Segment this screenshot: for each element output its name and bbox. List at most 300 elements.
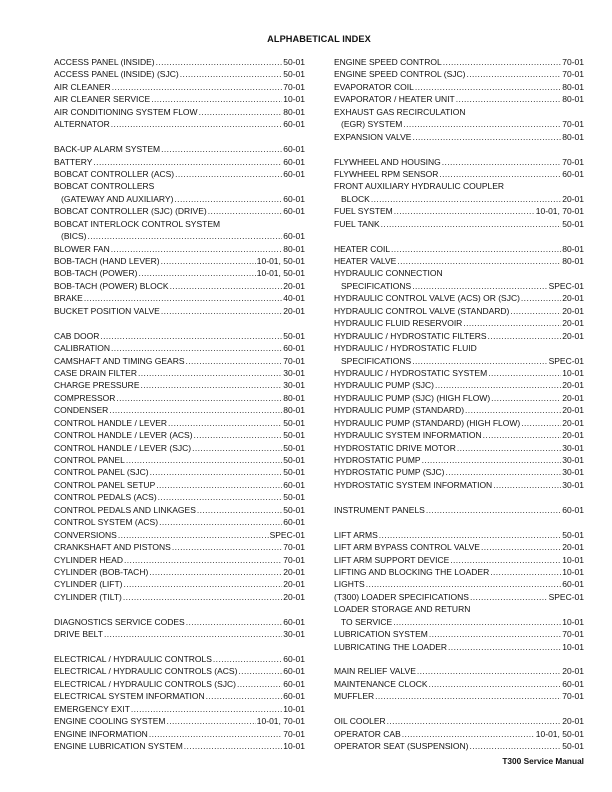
entry-label: LUBRICATION SYSTEM <box>334 629 428 640</box>
entry-label: ELECTRICAL SYSTEM INFORMATION <box>54 691 205 702</box>
entry-label: BOBCAT CONTROLLERS <box>54 181 155 192</box>
dot-leader <box>510 305 561 317</box>
entry-label: BOB-TACH (HAND LEVER) <box>54 256 160 266</box>
index-entry[interactable] <box>334 81 584 93</box>
entry-label: MAINTENANCE CLOCK <box>334 678 428 689</box>
index-entry[interactable] <box>334 392 584 404</box>
entry-page: 50-01 <box>283 504 305 515</box>
entry-label: HYDROSTATIC PUMP (SJC) <box>334 467 445 478</box>
dot-leader <box>199 106 283 118</box>
entry-page: 10-01, 50-01 <box>535 728 584 739</box>
entry-label: OPERATOR SEAT (SUSPENSION) <box>334 741 469 752</box>
dot-leader <box>112 81 283 93</box>
index-entry[interactable] <box>54 230 305 242</box>
index-entry[interactable] <box>54 68 305 80</box>
index-entry[interactable] <box>334 466 584 478</box>
dot-leader <box>415 81 561 93</box>
index-entry[interactable] <box>54 404 305 416</box>
entry-page: 10-01 <box>283 94 305 105</box>
index-entry[interactable] <box>334 578 584 590</box>
entry-label: LIFT ARMS <box>334 529 378 540</box>
index-entry[interactable] <box>334 156 584 168</box>
index-entry[interactable] <box>334 330 584 342</box>
index-entry[interactable] <box>334 504 584 516</box>
dot-leader <box>237 678 282 690</box>
index-entry[interactable] <box>334 68 584 80</box>
entry-page: 30-01 <box>283 629 305 640</box>
entry-page: 20-01 <box>562 666 584 677</box>
entry-page: 20-01 <box>562 380 584 391</box>
entry-label: MUFFLER <box>334 691 375 702</box>
entry-label: AIR CLEANER <box>54 81 111 92</box>
entry-page: 40-01 <box>283 293 305 304</box>
entry-page: 60-01 <box>283 616 305 627</box>
dot-leader <box>138 267 255 279</box>
dot-leader <box>84 292 282 304</box>
dot-leader <box>435 379 561 391</box>
index-entry[interactable] <box>54 541 305 553</box>
index-entry[interactable] <box>334 118 584 130</box>
index-entry[interactable] <box>54 143 305 155</box>
entry-label: HYDRAULIC SYSTEM INFORMATION <box>334 430 482 441</box>
dot-leader <box>174 193 282 205</box>
dot-leader <box>175 168 282 180</box>
entry-label: CONTROL HANDLE / LEVER <box>54 417 168 428</box>
entry-label: OPERATOR CAB <box>334 728 401 739</box>
dot-leader <box>417 665 561 677</box>
entry-page: 60-01 <box>283 343 305 354</box>
index-entry[interactable] <box>334 379 584 391</box>
entry-page: 70-01 <box>562 629 584 640</box>
index-entry[interactable] <box>54 205 305 217</box>
entry-label: COMPRESSOR <box>54 392 116 403</box>
index-entry[interactable] <box>54 56 305 68</box>
entry-page: 70-01 <box>283 554 305 565</box>
dot-leader <box>88 230 283 242</box>
dot-leader <box>166 715 255 727</box>
index-entry[interactable] <box>334 454 584 466</box>
dot-leader <box>446 466 562 478</box>
index-entry[interactable] <box>54 267 305 279</box>
index-entry[interactable] <box>54 628 305 640</box>
index-entry[interactable] <box>334 690 584 702</box>
entry-label: BACK-UP ALARM SYSTEM <box>54 144 161 155</box>
index-entry[interactable] <box>54 255 305 267</box>
entry-label: LOADER STORAGE AND RETURN <box>334 604 471 615</box>
index-entry[interactable] <box>54 118 305 130</box>
entry-page: 60-01 <box>562 168 584 179</box>
index-entry[interactable] <box>334 429 584 441</box>
index-entry[interactable] <box>54 728 305 740</box>
entry-label-continued: SPECIFICATIONS <box>341 280 412 291</box>
entry-page: 20-01 <box>562 305 584 316</box>
index-entry[interactable] <box>334 554 584 566</box>
entry-label-continued: BLOCK <box>341 193 370 204</box>
index-entry[interactable] <box>334 591 584 603</box>
entry-page: 70-01 <box>283 542 305 553</box>
index-entry[interactable] <box>54 330 305 342</box>
entry-page: 20-01 <box>562 330 584 341</box>
index-entry[interactable] <box>334 56 584 68</box>
group-spacer <box>54 131 305 143</box>
entry-page: 80-01 <box>283 405 305 416</box>
entry-page: 50-01 <box>283 417 305 428</box>
index-entry[interactable] <box>334 317 584 329</box>
index-entry[interactable] <box>54 703 305 715</box>
entry-label: CAB DOOR <box>54 330 100 341</box>
group-spacer <box>334 230 584 242</box>
entry-page: 80-01 <box>562 243 584 254</box>
index-entry[interactable] <box>54 466 305 478</box>
entry-label: ENGINE SPEED CONTROL <box>334 57 442 67</box>
group-spacer <box>334 653 584 665</box>
entry-page: 20-01 <box>283 280 305 291</box>
entry-label: INSTRUMENT PANELS <box>334 504 425 515</box>
entry-page: 20-01 <box>283 579 305 590</box>
entry-label: BRAKE <box>54 293 83 304</box>
page-footer: T300 Service Manual <box>502 756 584 766</box>
index-entry[interactable] <box>54 379 305 391</box>
dot-leader <box>402 728 535 740</box>
index-entry[interactable] <box>54 342 305 354</box>
index-entry[interactable] <box>54 106 305 118</box>
dot-leader <box>366 578 562 590</box>
dot-leader <box>161 143 282 155</box>
index-entry[interactable] <box>54 591 305 603</box>
dot-leader <box>208 205 283 217</box>
index-entry[interactable] <box>54 93 305 105</box>
entry-page: 80-01 <box>283 392 305 403</box>
entry-page: SPEC-01 <box>548 280 584 291</box>
index-entry[interactable] <box>334 479 584 491</box>
entry-page: 70-01 <box>283 81 305 92</box>
entry-label: (T300) LOADER SPECIFICATIONS <box>334 591 469 602</box>
index-entry[interactable] <box>54 292 305 304</box>
index-entry[interactable] <box>54 305 305 317</box>
dot-leader <box>387 715 562 727</box>
entry-label: BATTERY <box>54 156 93 167</box>
entry-page: 60-01 <box>283 119 305 130</box>
entry-page: 30-01 <box>562 467 584 478</box>
index-entry[interactable] <box>54 392 305 404</box>
entry-label: FUEL TANK <box>334 218 380 229</box>
index-entry[interactable] <box>334 616 584 628</box>
entry-page: 70-01 <box>283 355 305 366</box>
entry-label: AIR CLEANER SERVICE <box>54 94 151 105</box>
entry-label: BOBCAT CONTROLLER (ACS) <box>54 168 175 179</box>
entry-label: HYDROSTATIC PUMP <box>334 455 421 465</box>
dot-leader <box>168 417 282 429</box>
index-entry[interactable] <box>54 454 305 466</box>
dot-leader <box>381 218 562 230</box>
dot-leader <box>149 728 282 740</box>
entry-label: CONTROL PANEL (SJC) <box>54 467 149 478</box>
entry-page: 10-01, 70-01 <box>535 206 584 217</box>
entry-label: CYLINDER (BOB-TACH) <box>54 566 149 577</box>
entry-page: 30-01 <box>562 442 584 453</box>
entry-label-continued: (BICS) <box>61 231 87 242</box>
index-entry[interactable] <box>54 442 305 454</box>
dot-leader <box>111 118 283 130</box>
dot-leader <box>521 292 561 304</box>
entry-label: CYLINDER (LIFT) <box>54 579 123 590</box>
index-entry[interactable] <box>54 715 305 727</box>
entry-label-continued: (EGR) SYSTEM <box>341 119 403 130</box>
index-entry[interactable] <box>334 243 584 255</box>
index-entry[interactable] <box>334 280 584 292</box>
index-entry[interactable] <box>54 243 305 255</box>
dot-leader <box>488 367 561 379</box>
entry-page: 60-01 <box>283 144 305 155</box>
entry-page: 30-01 <box>283 367 305 378</box>
entry-page: 60-01 <box>283 156 305 167</box>
dot-leader <box>156 56 283 68</box>
dot-leader <box>186 355 283 367</box>
index-entry[interactable] <box>54 81 305 93</box>
entry-label: ELECTRICAL / HYDRAULIC CONTROLS (SJC) <box>54 678 236 689</box>
index-entry[interactable] <box>54 653 305 665</box>
entry-page: 60-01 <box>562 678 584 689</box>
dot-leader <box>422 454 562 466</box>
entry-label: LIFT ARM SUPPORT DEVICE <box>334 554 450 565</box>
dot-leader <box>469 740 561 752</box>
index-entry[interactable] <box>334 740 584 752</box>
dot-leader <box>238 665 282 677</box>
entry-page: 50-01 <box>283 430 305 441</box>
entry-page: 30-01 <box>562 455 584 465</box>
index-entry[interactable] <box>54 529 305 541</box>
entry-page: 10-01 <box>562 566 584 577</box>
entry-page: 60-01 <box>562 579 584 590</box>
dot-leader <box>161 305 282 317</box>
entry-label: HYDRAULIC PUMP (STANDARD) (HIGH FLOW) <box>334 417 521 428</box>
index-entry[interactable] <box>334 728 584 740</box>
dot-leader <box>491 392 561 404</box>
dot-leader <box>197 504 282 516</box>
index-entry[interactable] <box>334 404 584 416</box>
index-entry[interactable] <box>54 280 305 292</box>
index-entry[interactable] <box>334 292 584 304</box>
entry-label: CONTROL PEDALS AND LINKAGES <box>54 504 196 515</box>
dot-leader <box>118 529 269 541</box>
index-entry[interactable] <box>334 168 584 180</box>
entry-page: 20-01 <box>562 318 584 329</box>
dot-leader <box>180 68 283 80</box>
index-entry[interactable] <box>54 740 305 752</box>
index-entry-heading <box>334 106 584 118</box>
dot-leader <box>213 653 282 665</box>
index-entry-heading <box>334 267 584 279</box>
index-entry[interactable] <box>334 367 584 379</box>
index-entry[interactable] <box>54 578 305 590</box>
entry-page: 50-01 <box>283 330 305 341</box>
dot-leader <box>138 367 282 379</box>
dot-leader <box>412 355 547 367</box>
dot-leader <box>111 243 283 255</box>
index-entry[interactable] <box>334 665 584 677</box>
dot-leader <box>170 280 283 292</box>
entry-page: 10-01 <box>283 741 305 752</box>
entry-page: 30-01 <box>562 479 584 490</box>
dot-leader <box>109 404 282 416</box>
index-entry[interactable] <box>54 665 305 677</box>
index-entry[interactable] <box>54 156 305 168</box>
entry-page: 80-01 <box>562 131 584 142</box>
dot-leader <box>412 280 547 292</box>
group-spacer <box>54 603 305 615</box>
index-entry[interactable] <box>54 678 305 690</box>
index-entry-heading <box>54 180 305 192</box>
index-entry[interactable] <box>334 305 584 317</box>
entry-label: FUEL SYSTEM <box>334 206 393 217</box>
dot-leader <box>457 442 561 454</box>
dot-leader <box>93 156 282 168</box>
index-entry-heading <box>334 180 584 192</box>
dot-leader <box>184 740 282 752</box>
index-entry[interactable] <box>334 678 584 690</box>
index-entry[interactable] <box>54 516 305 528</box>
entry-page: 60-01 <box>283 206 305 217</box>
index-entry[interactable] <box>334 566 584 578</box>
entry-label-continued: (GATEWAY AND AUXILIARY) <box>61 193 174 204</box>
entry-label: MAIN RELIEF VALVE <box>334 666 416 677</box>
index-entry[interactable] <box>54 616 305 628</box>
entry-page: 50-01 <box>283 467 305 478</box>
index-entry[interactable] <box>334 442 584 454</box>
entry-label: EVAPORATOR / HEATER UNIT <box>334 94 455 105</box>
entry-label: CASE DRAIN FILTER <box>54 367 137 378</box>
entry-page: 10-01, 70-01 <box>256 716 305 727</box>
entry-page: 20-01 <box>562 716 584 727</box>
entry-page: 50-01 <box>283 57 305 67</box>
dot-leader <box>493 479 561 491</box>
entry-label: CONTROL PEDALS (ACS) <box>54 492 157 503</box>
entry-label: CRANKSHAFT AND PISTONS <box>54 542 171 553</box>
dot-leader <box>483 429 562 441</box>
dot-leader <box>375 690 561 702</box>
entry-page: 50-01 <box>562 218 584 229</box>
index-entry[interactable] <box>54 554 305 566</box>
entry-page: 10-01 <box>562 554 584 565</box>
dot-leader <box>150 466 283 478</box>
index-entry-heading <box>334 342 584 354</box>
entry-label: LUBRICATING THE LOADER <box>334 641 448 652</box>
entry-page: 20-01 <box>562 542 584 553</box>
index-entry[interactable] <box>334 715 584 727</box>
dot-leader <box>156 479 282 491</box>
dot-leader <box>159 516 282 528</box>
dot-leader <box>141 379 283 391</box>
index-entry[interactable] <box>54 504 305 516</box>
index-entry[interactable] <box>334 355 584 367</box>
entry-label: LIFTING AND BLOCKING THE LOADER <box>334 566 490 577</box>
dot-leader <box>481 541 561 553</box>
entry-page: 20-01 <box>283 305 305 316</box>
entry-label: CONDENSER <box>54 405 109 416</box>
entry-label: EXPANSION VALVE <box>334 131 412 142</box>
dot-leader <box>206 690 283 702</box>
dot-leader <box>186 616 283 628</box>
entry-label: HEATER VALVE <box>334 256 397 266</box>
entry-page: 80-01 <box>562 256 584 266</box>
entry-page: 60-01 <box>283 691 305 702</box>
index-entry[interactable] <box>54 479 305 491</box>
entry-page: 20-01 <box>283 591 305 602</box>
index-entry[interactable] <box>54 429 305 441</box>
entry-page: 80-01 <box>283 106 305 117</box>
entry-page: 60-01 <box>283 678 305 689</box>
dot-leader <box>393 616 561 628</box>
dot-leader <box>488 330 562 342</box>
entry-page: 10-01 <box>562 641 584 652</box>
dot-leader <box>100 330 282 342</box>
dot-leader <box>131 703 282 715</box>
dot-leader <box>111 342 282 354</box>
index-entry[interactable] <box>334 417 584 429</box>
entry-page: 80-01 <box>562 81 584 92</box>
index-entry[interactable] <box>54 491 305 503</box>
entry-label: DIAGNOSTICS SERVICE CODES <box>54 616 185 627</box>
index-entry-heading <box>54 218 305 230</box>
dot-leader <box>391 243 561 255</box>
index-entry[interactable] <box>334 93 584 105</box>
index-entry[interactable] <box>334 205 584 217</box>
entry-page: 50-01 <box>283 455 305 465</box>
entry-label: ELECTRICAL / HYDRAULIC CONTROLS (ACS) <box>54 666 238 677</box>
index-entry[interactable] <box>54 690 305 702</box>
index-entry-heading <box>334 603 584 615</box>
entry-label: BOB-TACH (POWER) <box>54 268 138 279</box>
entry-label: LIFT ARM BYPASS CONTROL VALVE <box>334 542 480 553</box>
group-spacer <box>334 703 584 715</box>
index-entry[interactable] <box>334 641 584 653</box>
index-entry[interactable] <box>334 255 584 267</box>
entry-label: EVAPORATOR COIL <box>334 81 414 92</box>
entry-page: SPEC-01 <box>548 591 584 602</box>
index-entry[interactable] <box>334 218 584 230</box>
entry-label: CHARGE PRESSURE <box>54 380 140 391</box>
index-entry[interactable] <box>54 367 305 379</box>
dot-leader <box>456 93 562 105</box>
entry-label: EMERGENCY EXIT <box>54 703 130 714</box>
entry-label: ACCESS PANEL (INSIDE) <box>54 57 155 67</box>
dot-leader <box>443 56 562 68</box>
entry-page: 60-01 <box>283 666 305 677</box>
entry-page: 30-01 <box>283 380 305 391</box>
index-entry[interactable] <box>334 628 584 640</box>
group-spacer <box>334 516 584 528</box>
dot-leader <box>439 168 561 180</box>
index-entry[interactable] <box>54 355 305 367</box>
index-entry[interactable] <box>334 541 584 553</box>
index-entry[interactable] <box>334 193 584 205</box>
index-entry[interactable] <box>334 131 584 143</box>
dot-leader <box>116 392 282 404</box>
index-entry[interactable] <box>334 529 584 541</box>
dot-leader <box>124 554 282 566</box>
index-entry[interactable] <box>54 168 305 180</box>
entry-page: 60-01 <box>283 193 305 204</box>
entry-label: HYDRAULIC PUMP (SJC) <box>334 380 434 391</box>
entry-label: HYDRAULIC / HYDROSTATIC FLUID <box>334 343 477 354</box>
entry-page: 70-01 <box>562 156 584 167</box>
dot-leader <box>126 454 282 466</box>
index-column-right <box>334 56 584 753</box>
entry-page: 60-01 <box>283 517 305 528</box>
index-entry[interactable] <box>54 566 305 578</box>
index-entry[interactable] <box>54 417 305 429</box>
index-entry[interactable] <box>54 193 305 205</box>
